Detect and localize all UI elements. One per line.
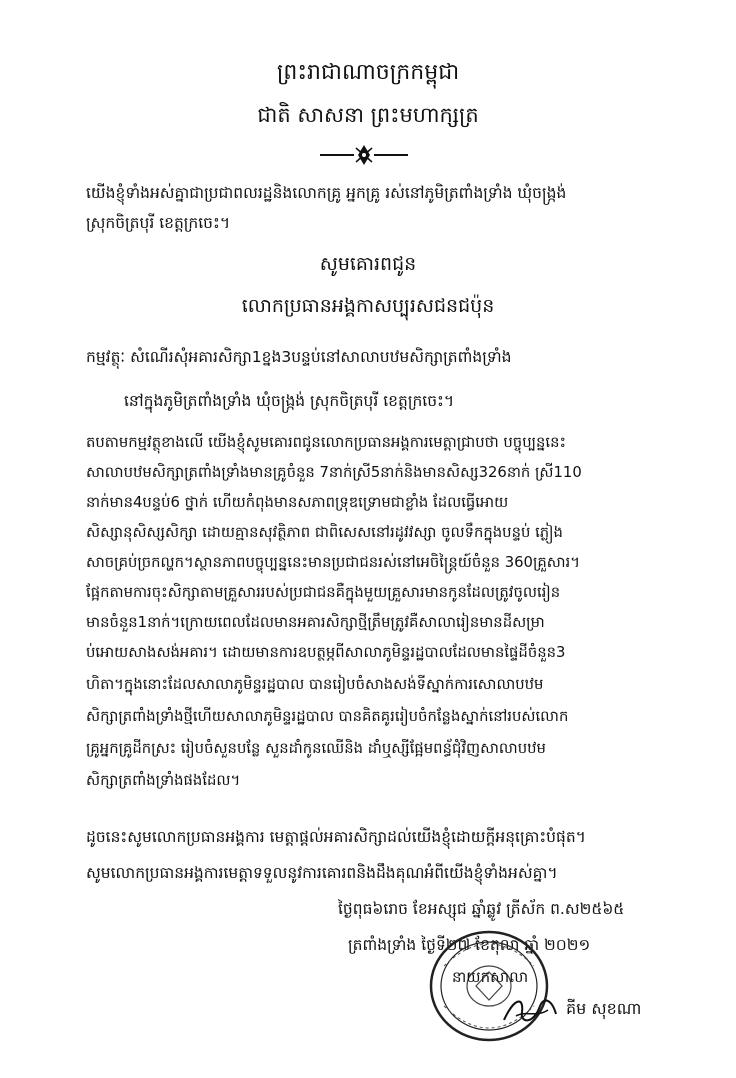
ornament-divider-icon (318, 144, 410, 166)
body-line: តបតាមកម្មវត្ថុខាងលើ យើងខ្ញុំសូមគោរពជូនលោកប្រធានអង្គការមេត្តាជ្រាបថា បច្ចុប្បន្ននេះ (86, 434, 566, 451)
salutation-line-2: លោកប្រធានអង្គកាសប្បុរសជនជប៉ុន (241, 295, 495, 317)
handwritten-signature-icon (500, 990, 560, 1030)
national-motto: ជាតិ សាសនា ព្រះមហាក្សត្រ (257, 103, 479, 127)
body-line: សាលាបឋមសិក្សាត្រពាំងទ្រាំងមានគ្រូចំនួន 7នាក់ស្រី5នាក់និងមានសិស្ស326នាក់ ស្រី110 (86, 464, 582, 481)
subject-line-1: កម្មវត្ថុៈ សំណើរសុំអគារសិក្សា1ខ្នង3បន្ទប់នៅសាលាបឋមសិក្សាត្រពាំងទ្រាំង (86, 348, 512, 366)
body-line: ហិតា។ក្នុងនោះដែលសាលាភូមិន្ទរដ្ឋបាល បានរៀបចំសាងសង់ទីស្នាក់ការសោលាបឋម (86, 676, 544, 693)
body-line: សាចគ្រប់ច្រកល្ហក។ស្ថានភាពបច្ចុប្បន្ននេះមានប្រជាជនរស់នៅអេចិន្ត្រៃយ៍ចំនួន 360គ្រួសារ។ (86, 554, 580, 571)
closing-line-2: សូមលោកប្រធានអង្គការមេត្តាទទួលនូវការគោរពនិងដឹងគុណអំពីយើងខ្ញុំទាំងអស់គ្នា។ (86, 864, 558, 882)
intro-line-2: ស្រុកចិត្របុរី ខេត្តក្រចេះ។ (86, 214, 231, 232)
closing-line-1: ដូចនេះសូមលោកប្រធានអង្គការ មេត្តាផ្តល់អគារសិក្សាដល់យើងខ្ញុំដោយក្តីអនុគ្រោះបំផុត។ (86, 828, 586, 846)
body-line: សិក្សាត្រពាំងទ្រាំងថ្មីហើយសាលាភូមិន្ទរដ្ឋបាល បានគិតគូររៀបចំកន្លែងស្នាក់នៅរបស់លោក (86, 708, 569, 725)
subject-line-2: នៅក្នុងភូមិត្រពាំងទ្រាំង ឃុំចង្រ្កង់ ស្រុកចិត្របុរី ខេត្តក្រចេះ។ (124, 392, 455, 410)
signatory-name: គីម សុខណា (566, 999, 642, 1018)
body-line: គ្រូអ្នកគ្រូដីកស្រះ រៀបចំសួនបន្លែ សួនដាំកូនឈើនិង ដាំឬស្សីផ្អែមពន្ធ័ជុំវិញសាលាបឋម (86, 740, 546, 757)
kingdom-title: ព្រះរាជាណាចក្រកម្ពុជា (276, 60, 460, 85)
salutation-line-1: សូមគោរពជូន (319, 253, 417, 275)
solar-date: ត្រពាំងទ្រាំង ថ្ងៃទី២៧ ខែតុលា ឆ្នាំ ២០២១ (348, 936, 591, 954)
body-line: សិក្សាត្រពាំងទ្រាំងផងដែល។ (86, 772, 241, 789)
intro-line-1: យើងខ្ញុំទាំងអស់គ្នាជាប្រជាពលរដ្ឋនិងលោកគ្រូ អ្នកគ្រូ រស់នៅភូមិត្រពាំងទ្រាំង ឃុំចង្រ្កង់ (86, 184, 567, 202)
body-line: ប់អោយសាងសង់អគារ។ ដោយមានការឧបត្ថម្ភពីសាលាភូមិន្ទរដ្ឋបាលដែលមានផ្ទៃដីចំនួន3 (86, 644, 566, 661)
body-line: សិស្សានុសិស្សសិក្សា ដោយគ្មានសុវត្ថិភាព ជាពិសេសនៅរដូវវស្សា ចូលទឹកក្នុងបន្ទប់ ភ្លៀង (86, 524, 563, 541)
signatory-title: នាយកសាលា (452, 968, 529, 986)
body-line: នាក់មាន4បន្ទប់6 ថ្នាក់ ហើយកំពុងមានសភាពទ្រុឌទ្រោមជាខ្លាំង ដែលធ្វើអោយ (86, 494, 509, 511)
lunar-date: ថ្ងៃពុធ៦រោច ខែអស្សុជ ឆ្នាំឆ្លូវ ត្រីស័ក ព.ស២៥៦៥ (338, 900, 625, 918)
body-line: ផ្អែកតាមការចុះសិក្សាតាមគ្រួសាររបស់ប្រជាជនគឺក្នុងមួយគ្រួសារមានកូនដែលត្រូវចូលរៀន (86, 584, 561, 601)
body-line: មានចំនួន1នាក់។ក្រោយពេលដែលមានអគារសិក្សាថ្មីត្រឹមត្រូវគឺសាលារៀនមានដីសម្រា (86, 614, 545, 631)
